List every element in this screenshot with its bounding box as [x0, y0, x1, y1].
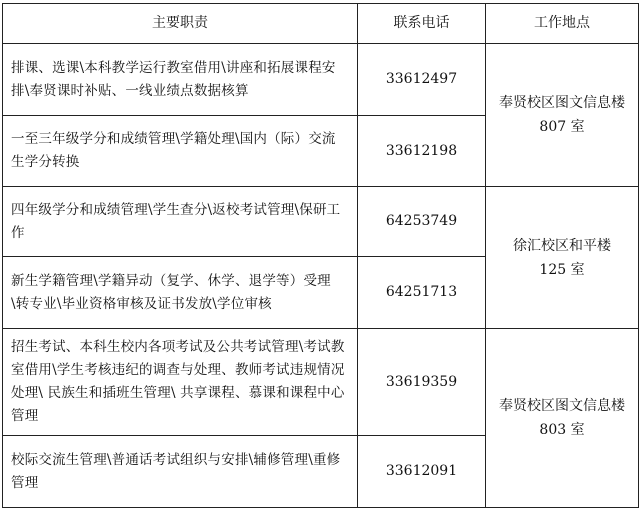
location-building: 奉贤校区图文信息楼 [499, 95, 625, 111]
phone-cell: 33619359 [358, 329, 486, 436]
location-room: 807 室 [539, 119, 585, 135]
table-header-row [3, 4, 639, 44]
phone-cell: 33612198 [358, 116, 486, 187]
location-room: 803 室 [539, 422, 585, 438]
location-cell [486, 187, 639, 329]
responsibilities-table [2, 3, 639, 508]
duties-cell: 招生考试、本科生校内各项考试及公共考试管理\考试教室借用\学生考核违纪的调查与处理、教师考试违规情况处理\ 民族生和插班生管理\ 共享课程、慕课和课程中心管理 [3, 329, 358, 436]
duties-cell: 新生学籍管理\学籍异动（复学、休学、退学等）受理\转专业\毕业资格审核及证书发放\学位审核 [3, 257, 358, 329]
location-building: 奉贤校区图文信息楼 [499, 398, 625, 414]
table-row [3, 329, 639, 436]
header-phone: 联系电话 [358, 4, 486, 44]
phone-cell: 64253749 [358, 187, 486, 257]
duties-cell: 四年级学分和成绩管理\学生查分\返校考试管理\保研工作 [3, 187, 358, 257]
location-cell [486, 329, 639, 508]
duties-cell: 排课、选课\本科教学运行教室借用\讲座和拓展课程安排\奉贤课时补贴、一线业绩点数据核算 [3, 44, 358, 116]
duties-cell: 校际交流生管理\普通话考试组织与安排\辅修管理\重修管理 [3, 436, 358, 508]
header-location: 工作地点 [486, 4, 639, 44]
duties-cell: 一至三年级学分和成绩管理\学籍处理\国内（际）交流生学分转换 [3, 116, 358, 187]
table-row [3, 187, 639, 257]
location-building: 徐汇校区和平楼 [513, 237, 611, 254]
phone-cell: 64251713 [358, 257, 486, 329]
phone-cell: 33612091 [358, 436, 486, 508]
phone-cell: 33612497 [358, 44, 486, 116]
location-cell [486, 44, 639, 187]
table-row [3, 44, 639, 116]
location-room: 125 室 [539, 261, 585, 278]
header-duties: 主要职责 [3, 4, 358, 44]
